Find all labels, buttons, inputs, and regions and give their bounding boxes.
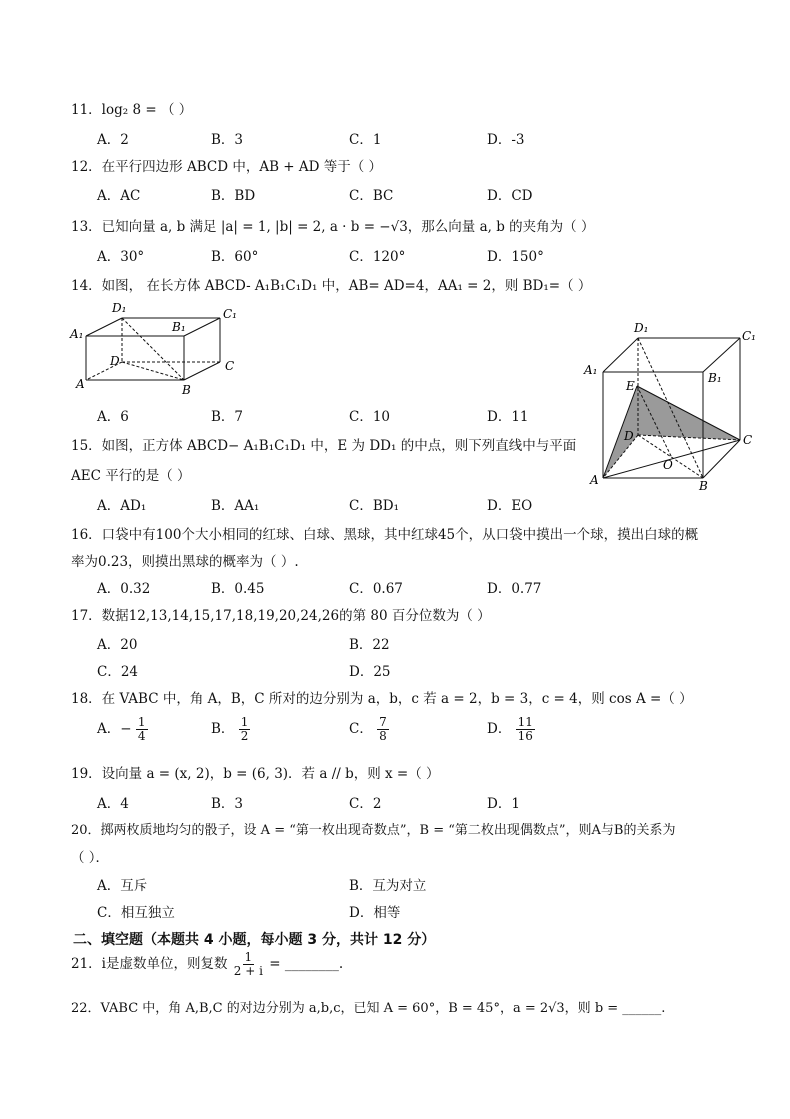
q11-option-b: B．3 (211, 132, 244, 148)
q18-option-a-fraction (136, 716, 148, 743)
q14-option-d: D．11 (487, 409, 529, 425)
q13-option-a: A．30° (97, 249, 145, 265)
q18-stem: 18．在 VABC 中，角 A，B，C 所对的边分别为 a，b，c 若 a = 2，b = 3，c = 4，则 cos A =（ ） (71, 691, 693, 707)
cuboid-label-c1: C₁ (223, 307, 237, 321)
q12-option-d: D．CD (487, 188, 533, 204)
cuboid-label-a1: A₁ (70, 327, 84, 341)
cuboid-label-a: A (76, 377, 85, 391)
q21-fraction (232, 951, 265, 978)
q13-option-d: D．150° (487, 249, 544, 265)
q11-option-a: A．2 (97, 132, 129, 148)
q20-stem-line1: 20．掷两枚质地均匀的骰子，设 A = “第一枚出现奇数点”，B = “第二枚出现偶数点”，则A与B的关系为 (71, 823, 676, 838)
q16-stem-line2: 率为0.23，则摸出黑球的概率为（ ）. (71, 554, 299, 570)
q19-option-b: B．3 (211, 796, 244, 812)
q12-option-b: B．BD (211, 188, 256, 204)
q20-option-b: B．互为对立 (349, 878, 427, 894)
q21-stem-pre: 21．i是虚数单位，则复数 (71, 956, 228, 972)
q11-option-d: D．-3 (487, 132, 525, 148)
q14-option-c: C．10 (349, 409, 391, 425)
q18-option-d-fraction (516, 716, 535, 743)
cube-label-c: C (743, 433, 753, 447)
q17-stem: 17．数据12,13,14,15,17,18,19,20,24,26的第 80 百分位数为（ ） (71, 608, 491, 624)
q15-option-c: C．BD₁ (349, 498, 399, 514)
q13-option-b: B．60° (211, 249, 259, 265)
q21-stem-post: = ________. (269, 956, 344, 972)
q18-c-num: 7 (379, 715, 387, 729)
cube-label-e: E (626, 379, 635, 393)
q20-stem-line2: （ ）． (71, 850, 110, 866)
q16-option-c: C．0.67 (349, 581, 403, 597)
cuboid-label-c: C (225, 359, 235, 373)
cube-figure (582, 318, 757, 493)
q15-option-b: B．AA₁ (211, 498, 260, 514)
q18-option-b (211, 716, 250, 743)
q21-stem (71, 951, 343, 978)
q18-a-den: 4 (137, 729, 146, 743)
q21-num: 1 (244, 950, 253, 964)
cube-label-b: B (699, 479, 708, 493)
q18-option-a (97, 716, 148, 743)
section-heading-fill-in: 二、填空题（本题共 4 小题，每小题 3 分，共计 12 分） (73, 932, 436, 948)
q18-b-den: 2 (240, 729, 249, 743)
q14-stem: 14．如图， 在长方体 ABCD- A₁B₁C₁D₁ 中，AB= AD=4，AA₁ = 2，则 BD₁=（ ） (71, 278, 592, 294)
q16-option-a: A．0.32 (97, 581, 151, 597)
cube-label-a1: A₁ (584, 363, 598, 377)
q14-option-b: B．7 (211, 409, 244, 425)
q12-option-c: C．BC (349, 188, 394, 204)
q18-option-b-fraction (239, 716, 251, 743)
q15-stem-line2: AEC 平行的是（ ） (71, 468, 191, 484)
q18-option-a-sign: − (120, 721, 132, 737)
cube-label-a: A (590, 473, 599, 487)
q19-option-d: D．1 (487, 796, 520, 812)
q16-option-d: D．0.77 (487, 581, 542, 597)
cube-label-o: O (663, 458, 673, 472)
q18-d-num: 11 (517, 715, 533, 729)
q18-d-den: 16 (517, 729, 533, 743)
q16-stem-line1: 16．口袋中有100个大小相同的红球、白球、黑球，其中红球45个，从口袋中摸出一个球，摸出白球的概 (71, 527, 699, 543)
q18-option-b-label: B． (211, 721, 235, 737)
q18-option-d (487, 716, 535, 743)
cuboid-figure (68, 298, 248, 398)
q15-option-a: A．AD₁ (97, 498, 147, 514)
q17-option-a: A．20 (97, 637, 138, 653)
q18-option-c-fraction (377, 716, 389, 743)
q16-option-b: B．0.45 (211, 581, 265, 597)
q21-den: 2 + i (233, 964, 263, 978)
q13-option-c: C．120° (349, 249, 406, 265)
q20-option-c: C．相互独立 (97, 905, 175, 921)
q19-option-c: C．2 (349, 796, 382, 812)
q11-option-c: C．1 (349, 132, 382, 148)
q17-option-b: B．22 (349, 637, 390, 653)
cube-label-b1: B₁ (708, 371, 722, 385)
q19-stem: 19．设向量 a = (x, 2)，b = (6, 3)．若 a // b，则 x =（ ） (71, 766, 440, 782)
q20-option-a: A．互斥 (97, 878, 148, 894)
cuboid-label-d: D (110, 354, 120, 368)
q17-option-d: D．25 (349, 664, 391, 680)
q18-a-num: 1 (137, 715, 146, 729)
q11-stem: 11．log₂ 8 = （ ） (71, 102, 193, 118)
cube-label-d1: D₁ (634, 321, 649, 335)
q15-option-d: D．EO (487, 498, 533, 514)
cuboid-label-b: B (182, 383, 191, 397)
cube-label-d: D (624, 429, 634, 443)
q18-option-d-label: D． (487, 721, 512, 737)
q18-b-num: 1 (240, 715, 249, 729)
cube-label-c1: C₁ (742, 329, 756, 343)
q17-option-c: C．24 (97, 664, 139, 680)
q12-stem: 12．在平行四边形 ABCD 中，AB + AD 等于（ ） (71, 159, 383, 175)
q13-stem: 13．已知向量 a, b 满足 |a| = 1, |b| = 2, a · b = −√3，那么向量 a, b 的夹角为（ ） (71, 219, 595, 235)
q22-stem: 22．VABC 中，角 A,B,C 的对边分别为 a,b,c，已知 A = 60°，B = 45°，a = 2√3，则 b = ______. (71, 1001, 666, 1016)
q20-option-d: D．相等 (349, 905, 401, 921)
q18-c-den: 8 (379, 729, 387, 743)
q18-option-a-label: A． (97, 721, 121, 737)
q15-stem-line1: 15．如图，正方体 ABCD− A₁B₁C₁D₁ 中，E 为 DD₁ 的中点，则下列直线中与平面 (71, 438, 577, 454)
cuboid-label-d1: D₁ (112, 301, 127, 315)
q14-option-a: A．6 (97, 409, 129, 425)
q12-option-a: A．AC (97, 188, 141, 204)
q18-option-c (349, 716, 389, 743)
q19-option-a: A．4 (97, 796, 129, 812)
q18-option-c-label: C． (349, 721, 373, 737)
cuboid-label-b1: B₁ (172, 320, 186, 334)
